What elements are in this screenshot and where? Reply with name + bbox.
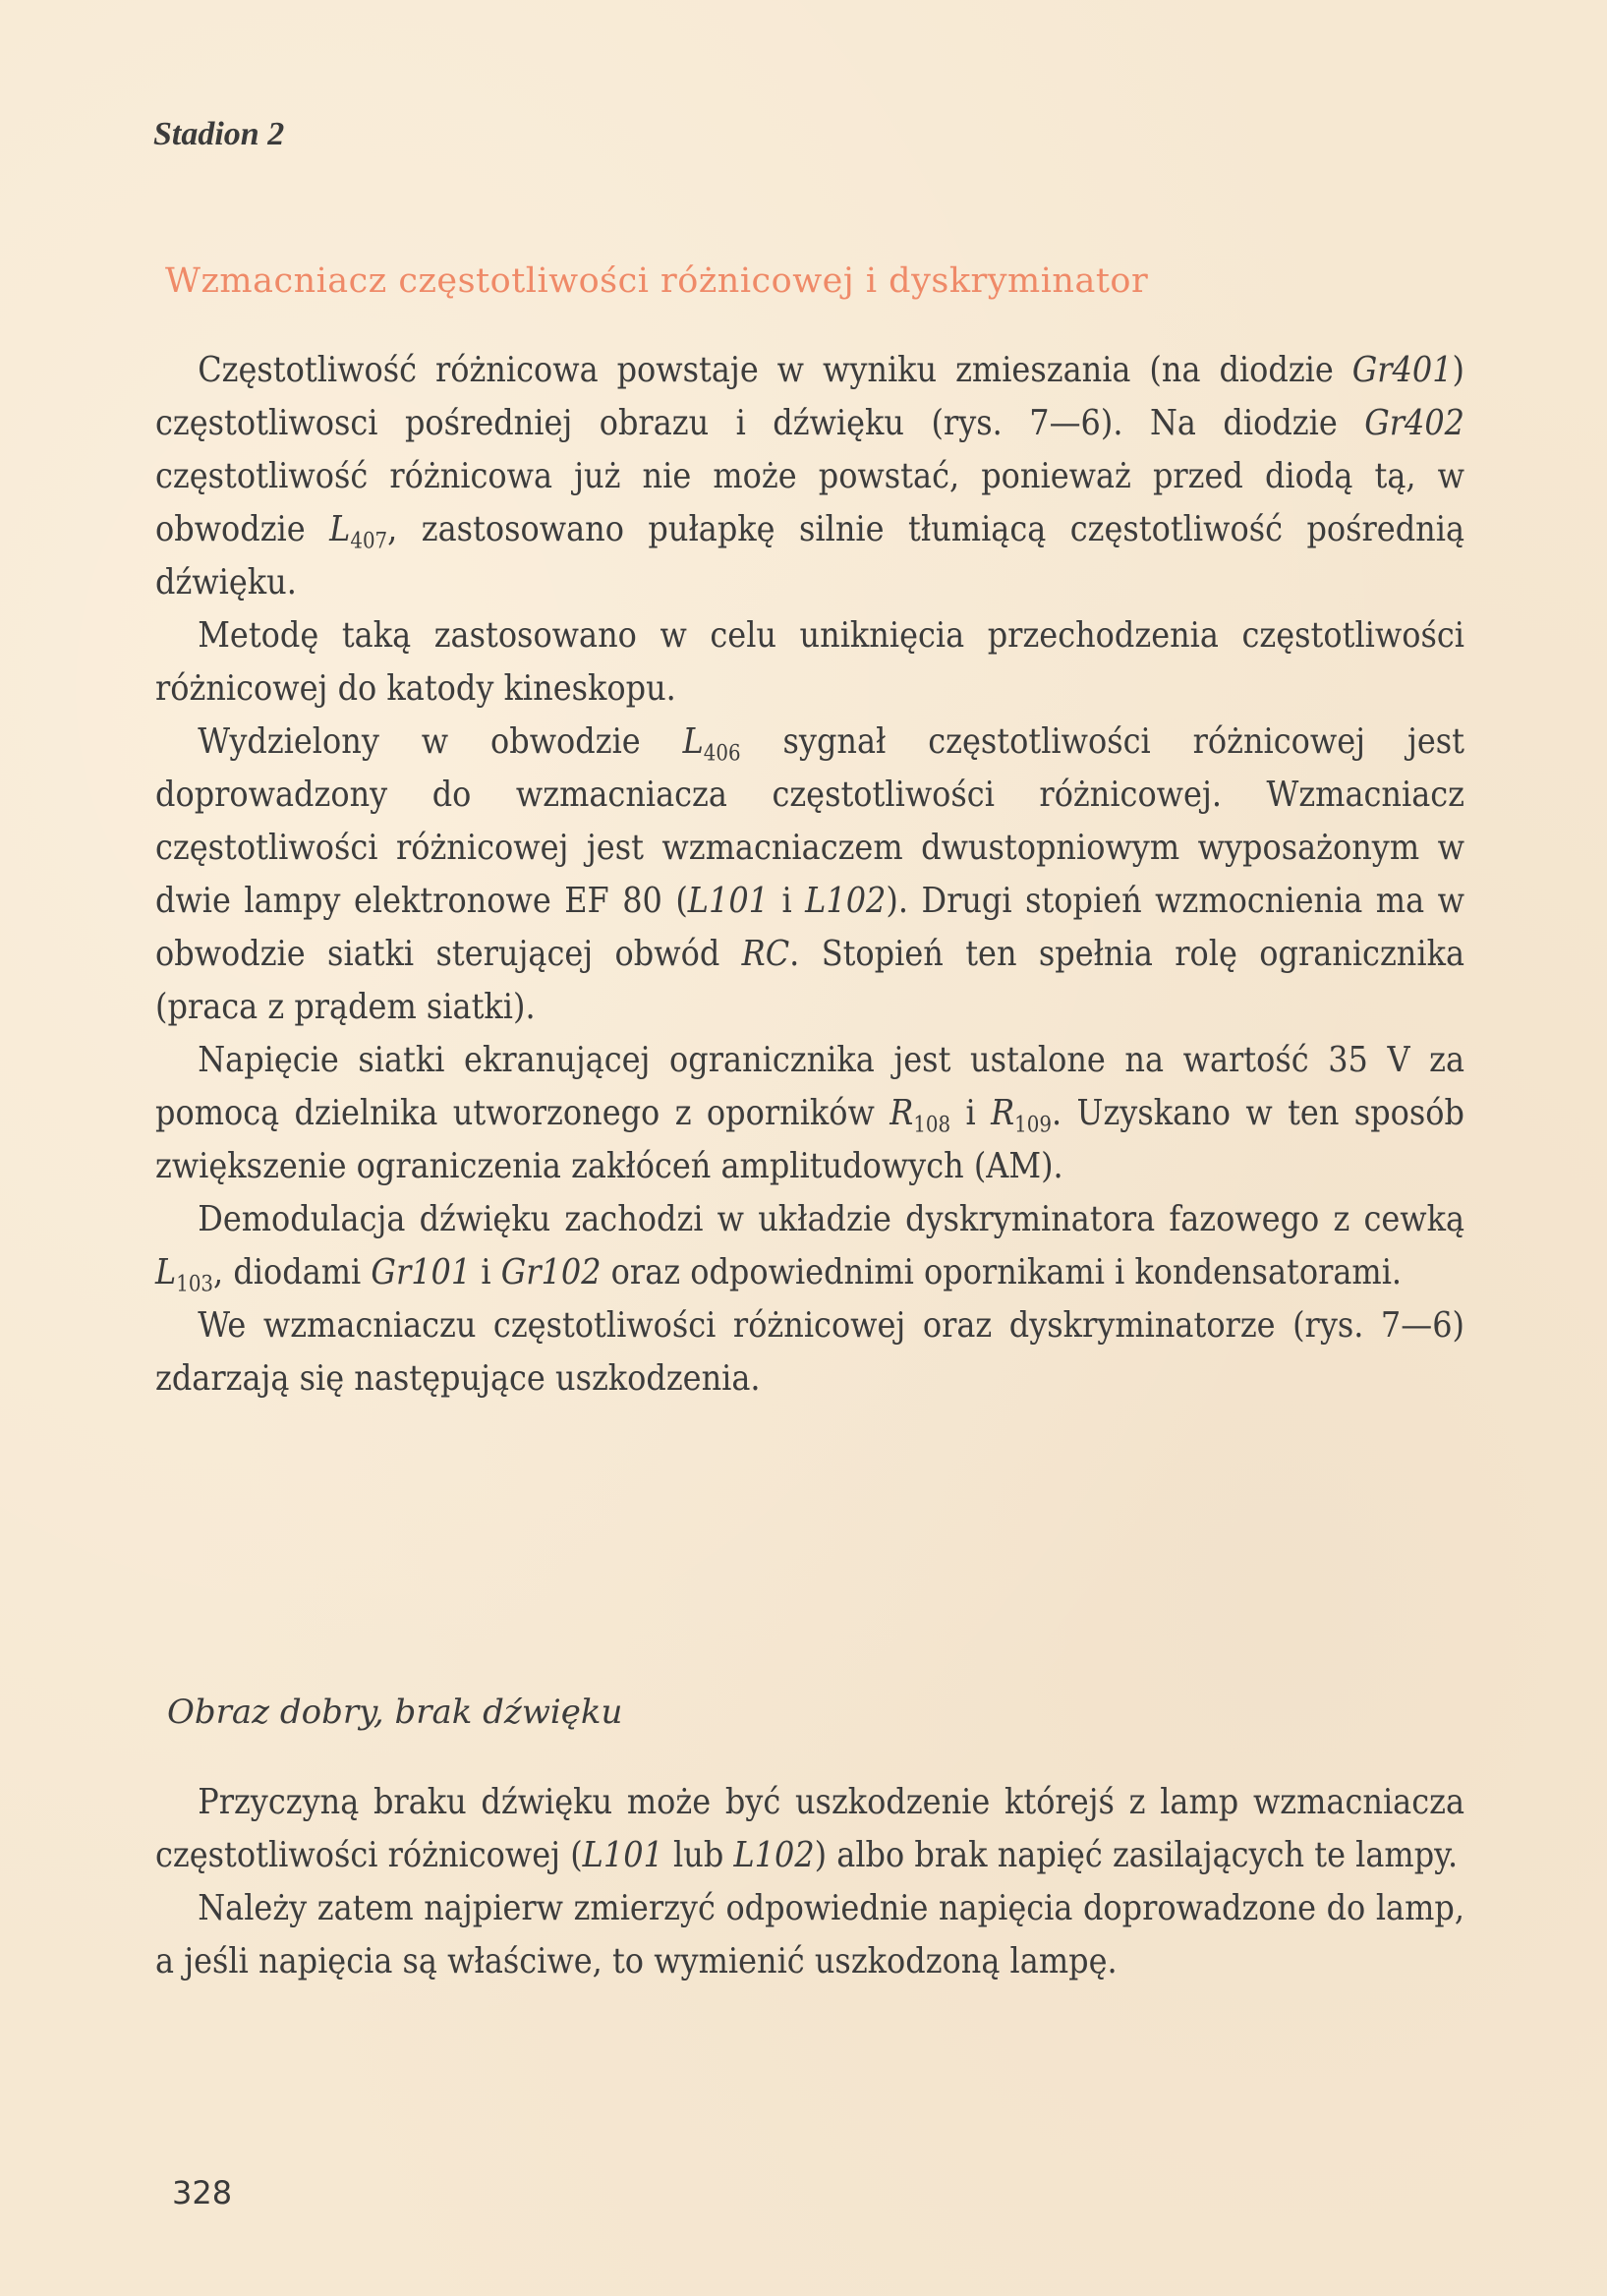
text-run: , diodami [213, 1252, 372, 1292]
italic-symbol: L [329, 509, 351, 549]
text-run: ) albo brak napięć zasilających te lampy. [814, 1835, 1459, 1875]
italic-symbol: Gr102 [500, 1252, 602, 1292]
italic-symbol: L [682, 721, 704, 762]
paragraph [155, 609, 1464, 716]
text-run: Przyczyną braku dźwięku może być uszkodzenie którejś z lamp wzmacniacza częstotliwości różnicowej ( [155, 1782, 1465, 1875]
subscript: 109 [1014, 1113, 1052, 1138]
paragraph [155, 1776, 1464, 1882]
text-run: i [768, 881, 806, 921]
section-title: Wzmacniacz częstotliwości różnicowej i dyskryminator [165, 261, 1149, 301]
italic-symbol: L102 [805, 881, 887, 921]
paragraph [155, 1882, 1464, 1988]
subheading: Obraz dobry, brak dźwięku [167, 1693, 623, 1732]
text-run: , zastosowano pułapkę silnie tłumiącą częstotliwość pośrednią dźwięku. [155, 509, 1465, 603]
subscript: 407 [350, 529, 388, 554]
italic-symbol: L101 [687, 881, 769, 921]
text-run: Wydzielony w obwodzie [198, 721, 683, 762]
paragraph [155, 716, 1464, 1034]
subscript: 103 [176, 1272, 214, 1297]
italic-symbol: R [890, 1093, 914, 1133]
text-run: Napięcie siatki ekranującej ogranicznika jest ustalone na wartość 35 V za pomocą dzielnika utworzonego z oporników [155, 1040, 1465, 1133]
italic-symbol: R [991, 1093, 1015, 1133]
text-run: . Stopień ten spełnia rolę ogranicznika (praca z prądem siatki). [155, 934, 1464, 1027]
subscript: 406 [703, 741, 741, 767]
text-run: i [471, 1252, 501, 1292]
paragraph [155, 1193, 1464, 1299]
italic-symbol: Gr401 [1351, 350, 1453, 390]
section-2-body [155, 1776, 1465, 1988]
text-run: Należy zatem najpierw zmierzyć odpowiednie napięcia doprowadzone do lamp, a jeśli napięcia są właściwe, to wymienić uszkodzoną lampę. [155, 1888, 1465, 1981]
text-run: . Uzyskano w ten sposób zwiększenie ograniczenia zakłóceń amplitudowych (AM). [155, 1093, 1464, 1186]
text-run: i [950, 1093, 992, 1133]
text-run: Częstotliwość różnicowa powstaje w wyniku zmieszania (na diodzie [198, 350, 1352, 390]
italic-symbol: Gr101 [371, 1252, 472, 1292]
page-number: 328 [172, 2174, 233, 2211]
running-head: Stadion 2 [153, 116, 285, 152]
text-run: częstotliwość różnicowa już nie może powstać, ponieważ przed diodą tą, w obwodzie [155, 456, 1464, 549]
italic-symbol: L102 [733, 1835, 815, 1875]
text-run: Metodę taką zastosowano w celu uniknięcia przechodzenia częstotliwości różnicowej do katody kineskopu. [155, 615, 1465, 709]
text-run: lub [662, 1835, 734, 1875]
italic-symbol: RC [741, 934, 790, 974]
text-run: Demodulacja dźwięku zachodzi w układzie dyskryminatora fazowego z cewką [198, 1199, 1465, 1239]
paragraph [155, 1299, 1464, 1406]
italic-symbol: Gr402 [1364, 403, 1464, 443]
text-run: ) częstotliwosci pośredniej obrazu i dźwięku (rys. 7—6). Na diodzie [155, 350, 1464, 443]
text-run: We wzmacniaczu częstotliwości różnicowej oraz dyskryminatorze (rys. 7—6) zdarzają się następujące uszkodzenia. [155, 1305, 1465, 1399]
text-run: oraz odpowiednimi opornikami i kondensatorami. [601, 1252, 1403, 1292]
italic-symbol: L [155, 1252, 177, 1292]
paragraph [155, 344, 1464, 609]
section-1-body [155, 344, 1465, 1406]
subscript: 108 [913, 1113, 951, 1138]
text-run: sygnał częstotliwości różnicowej jest doprowadzony do wzmacniacza częstotliwości różnicowej. Wzmacniacz częstotliwości różnicowej jest wzmacniaczem dwustopniowym wyposażonym w dwie lampy elektronowe EF 80 ( [155, 721, 1464, 921]
text-run: ). Drugi stopień wzmocnienia ma w obwodzie siatki sterującej obwód [155, 881, 1464, 974]
italic-symbol: L101 [582, 1835, 663, 1875]
paragraph [155, 1034, 1464, 1193]
